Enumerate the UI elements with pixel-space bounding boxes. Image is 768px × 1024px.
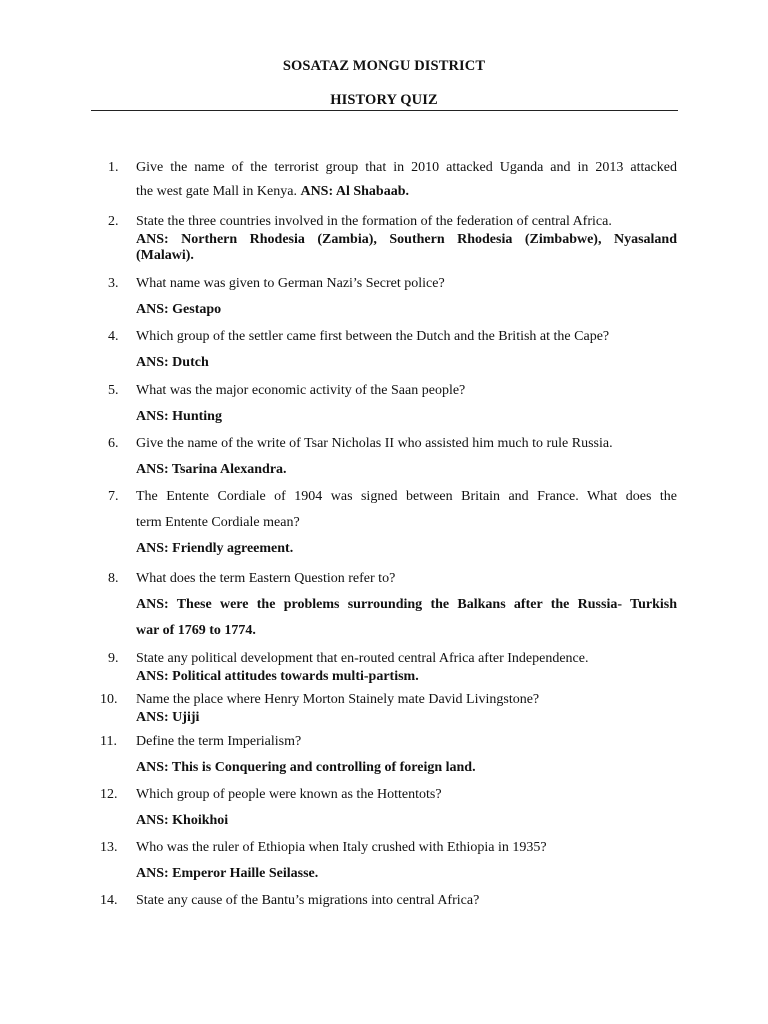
answer-text: ANS: Hunting [136, 409, 222, 424]
question-text: State any political development that en-routed central Africa after Independence. [136, 651, 589, 666]
question-text: Name the place where Henry Morton Stainely mate David Livingstone? [136, 692, 540, 707]
title-divider [91, 110, 678, 111]
answer-text: ANS: Friendly agreement. [136, 541, 294, 556]
question-text: The Entente Cordiale of 1904 was signed between Britain and France. What does the [136, 489, 677, 504]
question-text: State the three countries involved in the formation of the federation of central Africa. [136, 214, 612, 229]
item-number: 6. [108, 436, 119, 451]
question-text: Who was the ruler of Ethiopia when Italy crushed with Ethiopia in 1935? [136, 840, 547, 855]
item-number: 7. [108, 489, 119, 504]
item-number: 3. [108, 276, 119, 291]
question-text: Give the name of the write of Tsar Nicholas II who assisted him much to rule Russia. [136, 436, 613, 451]
question-text: Which group of the settler came first between the Dutch and the British at the Cape? [136, 329, 610, 344]
item-number: 10. [100, 692, 118, 707]
item-number: 8. [108, 571, 119, 586]
item-number: 11. [100, 734, 117, 749]
answer-text: ANS: Gestapo [136, 302, 222, 317]
item-number: 12. [100, 787, 118, 802]
answer-text-continued: (Malawi). [136, 248, 194, 263]
question-text-tail: the west gate Mall in Kenya. [136, 184, 301, 199]
item-number: 9. [108, 651, 119, 666]
question-text: State any cause of the Bantu’s migrations into central Africa? [136, 893, 480, 908]
question-text: What does the term Eastern Question refer to? [136, 571, 396, 586]
question-text-continued: term Entente Cordiale mean? [136, 515, 300, 530]
document-subtitle: HISTORY QUIZ [330, 92, 438, 108]
item-number: 14. [100, 893, 118, 908]
item-number: 1. [108, 160, 119, 175]
item-number: 13. [100, 840, 118, 855]
answer-text: ANS: Ujiji [136, 710, 200, 725]
answer-text: ANS: This is Conquering and controlling of foreign land. [136, 760, 476, 775]
answer-text: ANS: Khoikhoi [136, 813, 229, 828]
answer-text: ANS: Northern Rhodesia (Zambia), Southern Rhodesia (Zimbabwe), Nyasaland [136, 232, 677, 247]
item-number: 5. [108, 383, 119, 398]
answer-text: ANS: Dutch [136, 355, 209, 370]
question-text-continued [136, 184, 677, 200]
question-text: What was the major economic activity of the Saan people? [136, 383, 466, 398]
answer-text-continued: war of 1769 to 1774. [136, 623, 256, 638]
document-title: SOSATAZ MONGU DISTRICT [282, 58, 486, 74]
answer-text: ANS: These were the problems surrounding the Balkans after the Russia- Turkish [136, 597, 677, 612]
answer-text: ANS: Al Shabaab. [300, 184, 409, 199]
question-text: Which group of people were known as the Hottentots? [136, 787, 442, 802]
answer-text: ANS: Political attitudes towards multi-partism. [136, 669, 419, 684]
answer-text: ANS: Emperor Haille Seilasse. [136, 866, 319, 881]
question-text: What name was given to German Nazi’s Secret police? [136, 276, 445, 291]
question-text: Define the term Imperialism? [136, 734, 302, 749]
answer-text: ANS: Tsarina Alexandra. [136, 462, 287, 477]
item-number: 2. [108, 214, 119, 229]
item-number: 4. [108, 329, 119, 344]
question-text: Give the name of the terrorist group that in 2010 attacked Uganda and in 2013 attacked [136, 160, 677, 175]
